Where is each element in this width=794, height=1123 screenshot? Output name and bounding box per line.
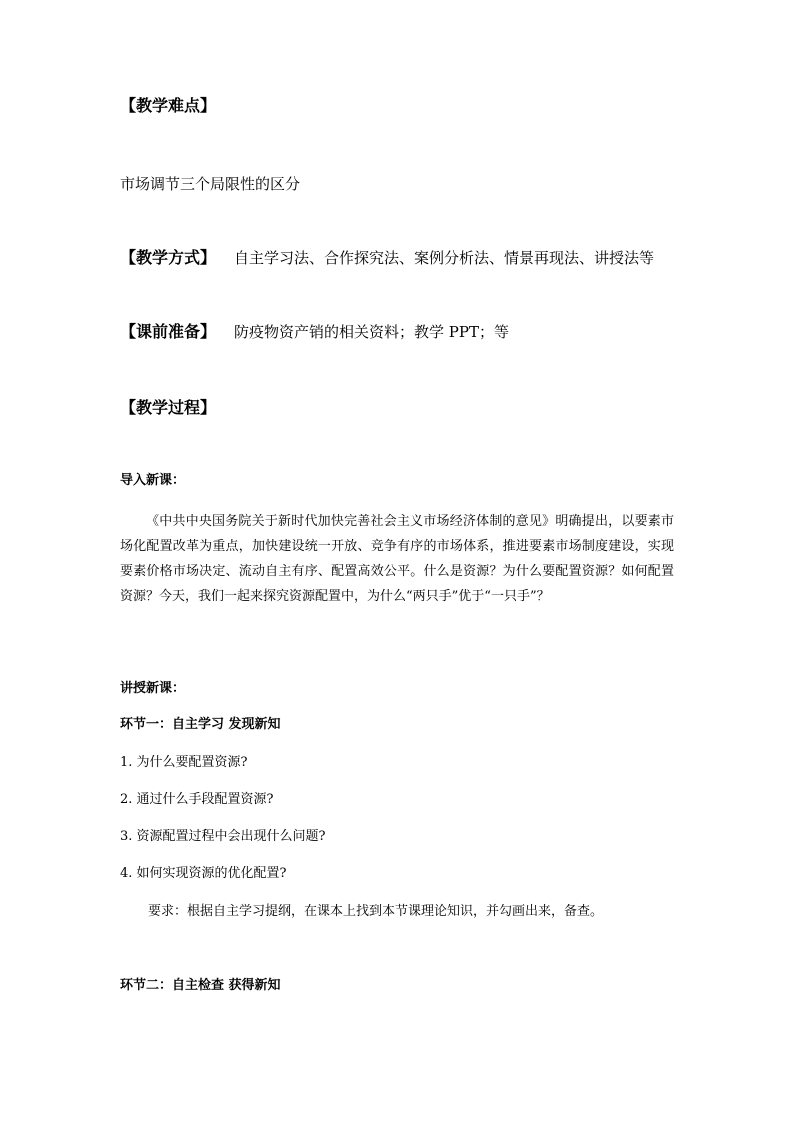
teaching-method-content: 自主学习法、合作探究法、案例分析法、情景再现法、讲授法等 bbox=[234, 249, 655, 267]
teaching-method-row bbox=[120, 248, 654, 268]
intro-paragraph: 《中共中央国务院关于新时代加快完善社会主义市场经济体制的意见》明确提出，以要素市场化配置改革为重点，加快建设统一开放、竞争有序的市场体系，推进要素市场制度建设，实现要素价格市场决定、流动自主有序、配置高效公平。什么是资源？为什么要配置资源？如何配置资源？今天，我们一起来探究资源配置中，为什么“两只手”优于“一只手”？ bbox=[120, 514, 674, 604]
question-item-4: 4. 如何实现资源的优化配置? bbox=[120, 866, 287, 881]
step1-title: 环节一：自主学习 发现新知 bbox=[120, 717, 281, 732]
teaching-difficulty-content: 市场调节三个局限性的区分 bbox=[120, 175, 301, 193]
lecture-label: 讲授新课： bbox=[120, 681, 186, 696]
preparation-row bbox=[120, 322, 509, 342]
heading-teaching-process: 【教学过程】 bbox=[120, 398, 217, 417]
heading-teaching-method: 【教学方式】 bbox=[120, 248, 217, 267]
heading-teaching-difficulty: 【教学难点】 bbox=[120, 96, 217, 115]
preparation-content: 防疫物资产销的相关资料；教学 PPT；等 bbox=[234, 323, 509, 341]
question-item-2: 2. 通过什么手段配置资源? bbox=[120, 792, 274, 807]
heading-preparation: 【课前准备】 bbox=[120, 322, 217, 341]
question-item-1: 1. 为什么要配置资源? bbox=[120, 755, 248, 770]
question-item-3: 3. 资源配置过程中会出现什么问题? bbox=[120, 829, 326, 844]
step1-requirement: 要求：根据自主学习提纲，在课本上找到本节课理论知识，并勾画出来，备查。 bbox=[148, 904, 604, 919]
step2-title: 环节二：自主检查 获得新知 bbox=[120, 978, 281, 993]
intro-label: 导入新课： bbox=[120, 473, 186, 488]
